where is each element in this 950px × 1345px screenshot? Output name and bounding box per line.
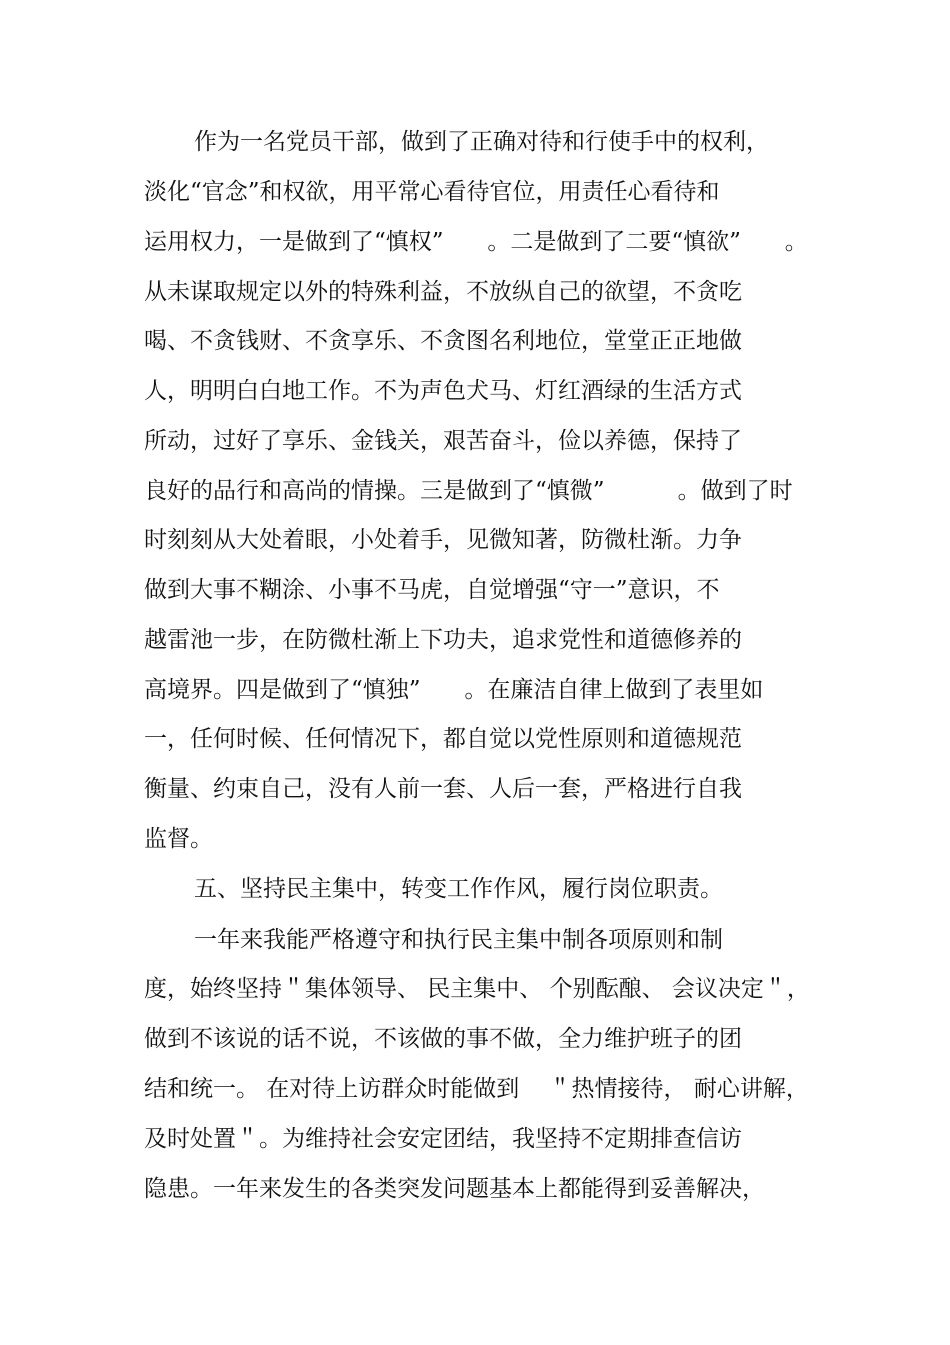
paragraph-line-4: 从未谋取规定以外的特殊利益，不放纵自己的欲望，不贪吃 <box>144 279 742 305</box>
paragraph-line-12: 高境界。四是做到了“慎独” 。在廉洁自律上做到了表里如 <box>144 677 764 703</box>
paragraph-line-22: 隐患。一年来发生的各类突发问题基本上都能得到妥善解决， <box>144 1176 765 1202</box>
paragraph-line-1: 作为一名党员干部，做到了正确对待和行使手中的权利， <box>194 129 769 155</box>
paragraph-line-20: 结和统一。 在对待上访群众时能做到 ＂热情接待， 耐心讲解， <box>144 1076 809 1102</box>
paragraph-line-10: 做到大事不糊涂、小事不马虎，自觉增强“守一”意识，不 <box>144 577 720 603</box>
paragraph-line-21: 及时处置＂。为维持社会安定团结，我坚持不定期排查信访 <box>144 1126 742 1152</box>
paragraph-line-2: 淡化“官念”和权欲，用平常心看待官位，用责任心看待和 <box>144 179 720 205</box>
paragraph-line-19: 做到不该说的话不说，不该做的事不做，全力维护班子的团 <box>144 1026 742 1052</box>
paragraph-line-17: 一年来我能严格遵守和执行民主集中制各项原则和制 <box>194 927 723 953</box>
paragraph-line-14: 衡量、约束自己，没有人前一套、人后一套，严格进行自我 <box>144 776 742 802</box>
paragraph-line-3: 运用权力，一是做到了“慎权” 。二是做到了二要“慎欲” 。 <box>144 229 808 255</box>
paragraph-line-15: 监督。 <box>144 826 213 852</box>
paragraph-line-11: 越雷池一步，在防微杜渐上下功夫，追求党性和道德修养的 <box>144 627 742 653</box>
paragraph-line-18: 度，始终坚持＂集体领导、 民主集中、 个别酝酿、 会议决定＂， <box>144 976 810 1002</box>
paragraph-line-8: 良好的品行和高尚的情操。三是做到了“慎微” 。做到了时 <box>144 478 793 504</box>
paragraph-line-13: 一，任何时候、任何情况下，都自觉以党性原则和道德规范 <box>144 726 742 752</box>
paragraph-line-9: 时刻刻从大处着眼，小处着手，见微知著，防微杜渐。力争 <box>144 527 742 553</box>
paragraph-line-6: 人，明明白白地工作。不为声色犬马、灯红酒绿的生活方式 <box>144 378 742 404</box>
paragraph-line-5: 喝、不贪钱财、不贪享乐、不贪图名利地位，堂堂正正地做 <box>144 328 742 354</box>
section-heading: 五、坚持民主集中，转变工作作风，履行岗位职责。 <box>194 876 723 902</box>
paragraph-line-7: 所动，过好了享乐、金钱关，艰苦奋斗，俭以养德，保持了 <box>144 428 742 454</box>
